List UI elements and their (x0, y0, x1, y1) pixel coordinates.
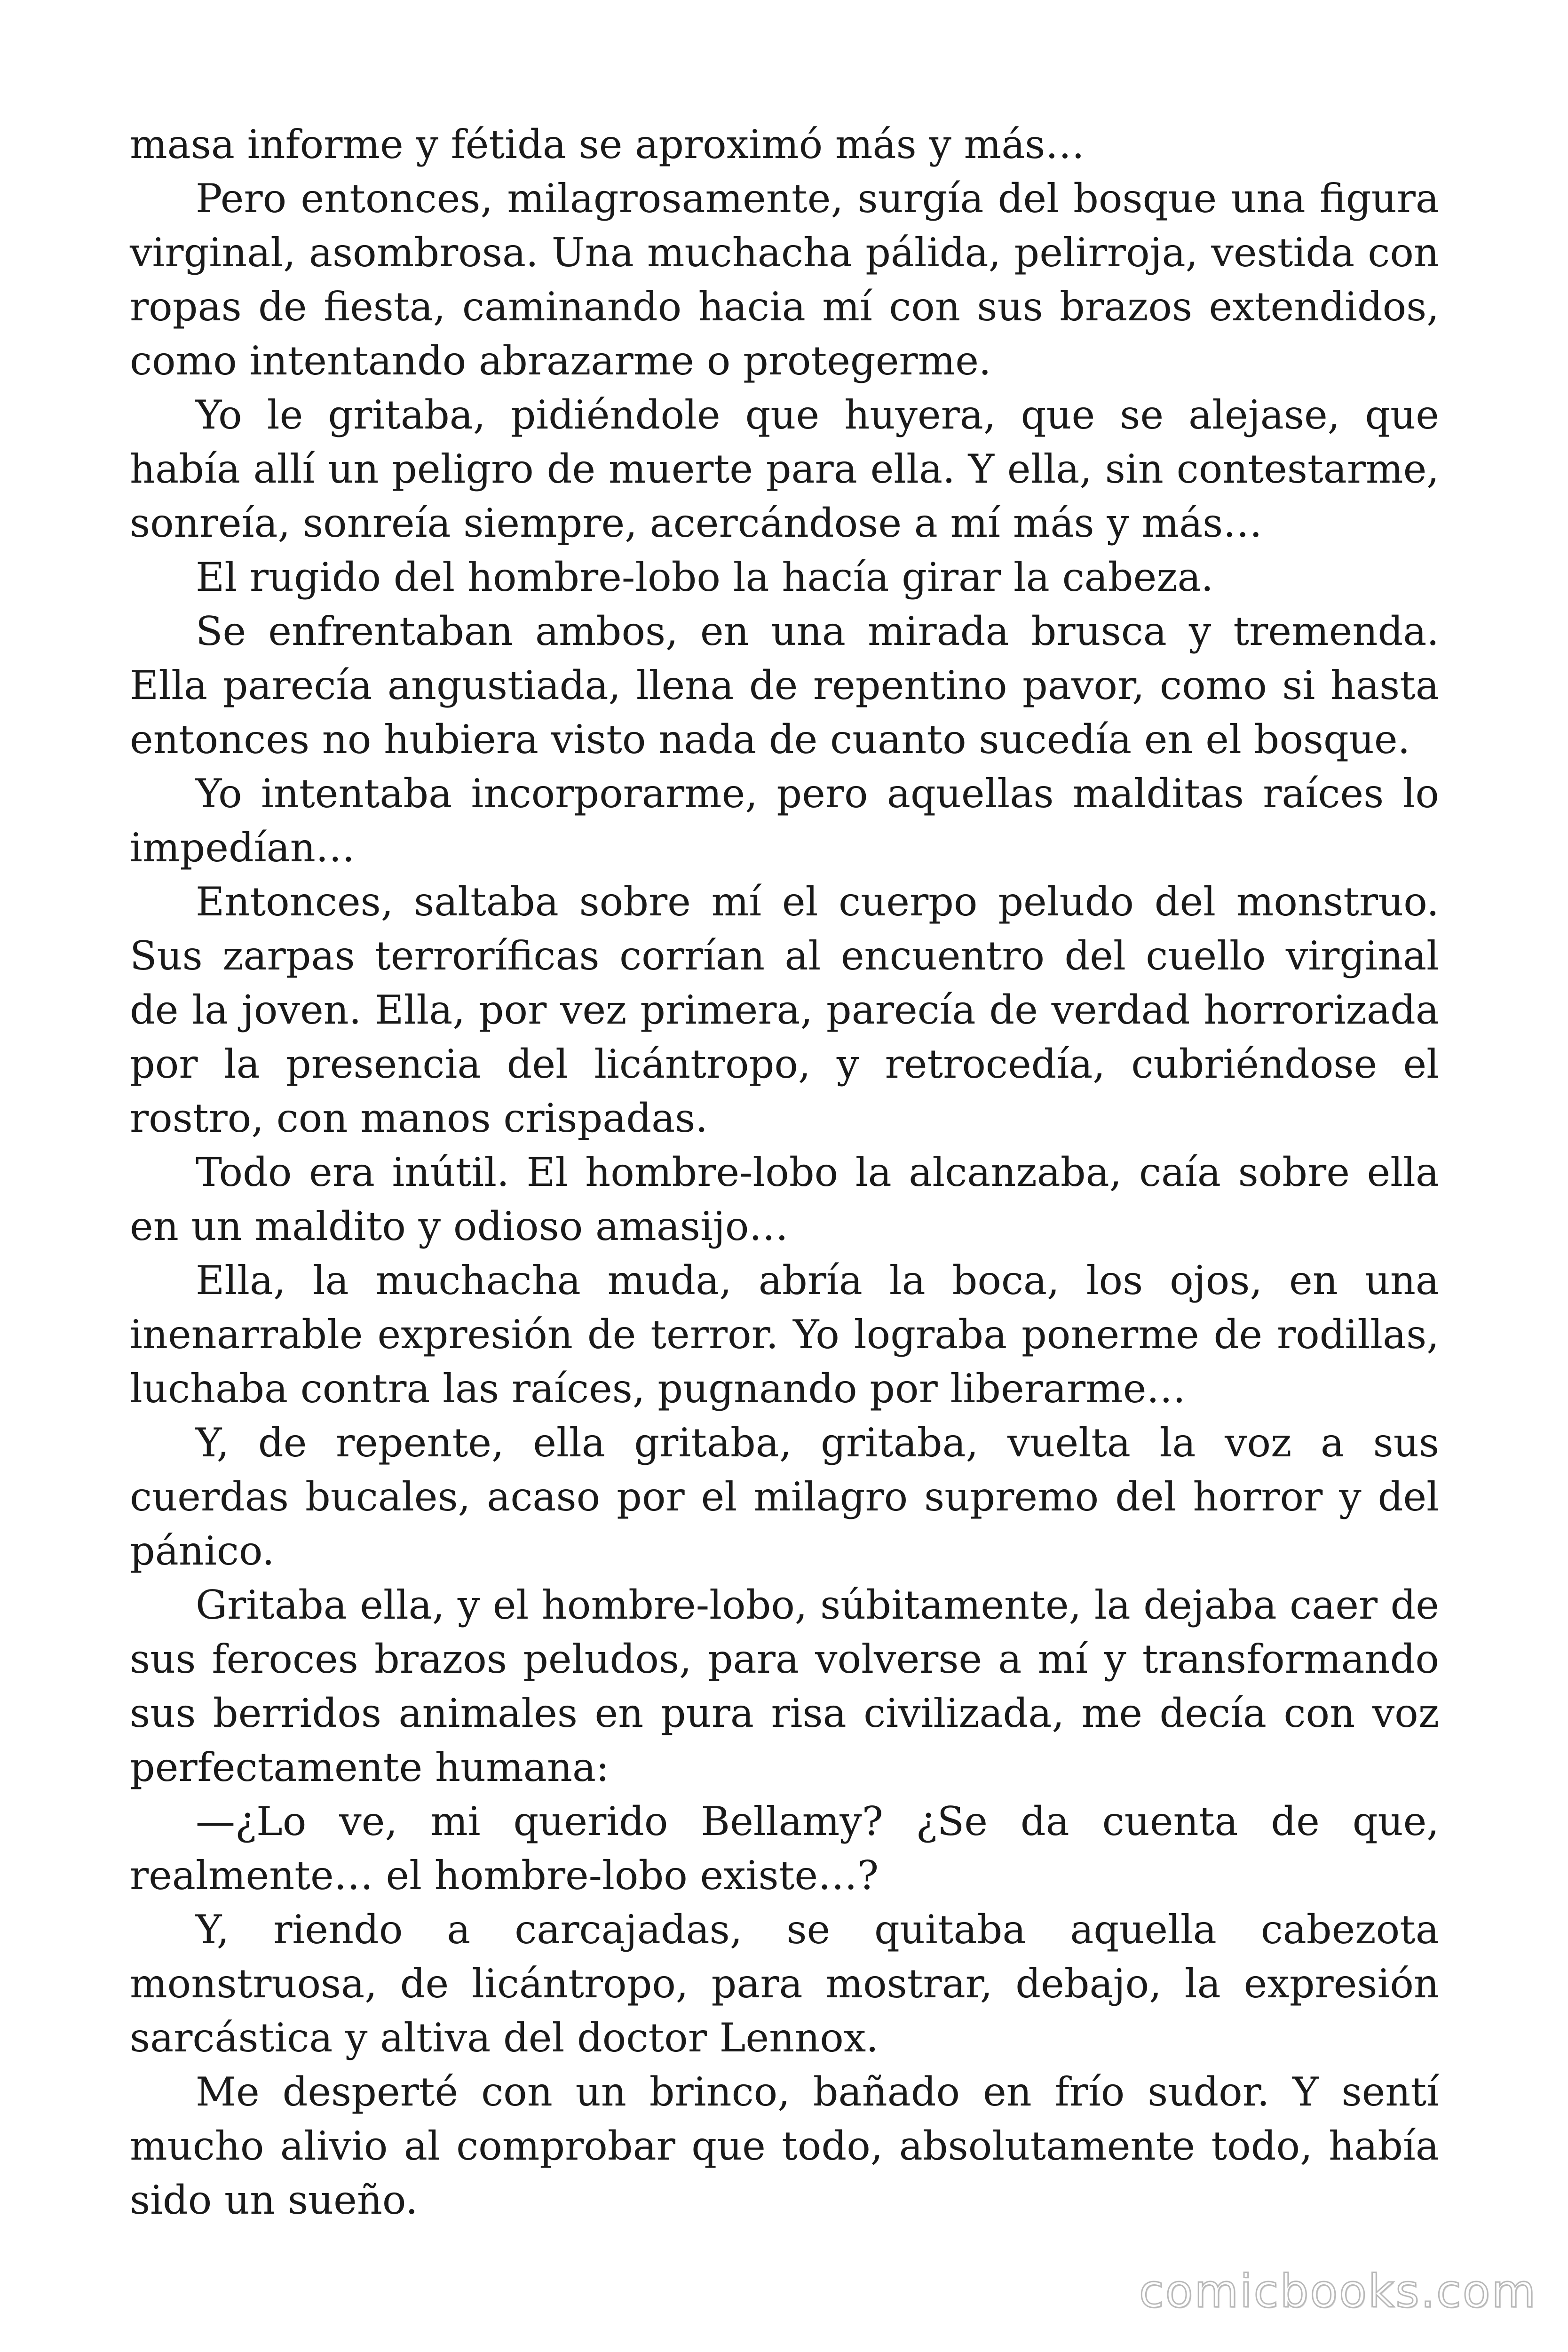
page-text (130, 118, 1439, 2227)
paragraph: Yo intentaba incorporarme, pero aquellas malditas raíces lo impedían… (130, 771, 1439, 871)
paragraph: Entonces, saltaba sobre mí el cuerpo peludo del monstruo. Sus zarpas terroríficas corrían al encuentro del cuello virginal de la joven. Ella, por vez primera, parecía de verdad horrorizada por la presencia del licántropo, y retrocedía, cubriéndose el rostro, con manos crispadas. (130, 879, 1439, 1141)
paragraph: Gritaba ella, y el hombre-lobo, súbitamente, la dejaba caer de sus feroces brazos peludos, para volverse a mí y transformando sus berridos animales en pura risa civilizada, me decía con voz perfectamente humana: (130, 1582, 1439, 1790)
watermark-logo: comicbooks.com (1139, 2265, 1537, 2318)
paragraph: Ella, la muchacha muda, abría la boca, los ojos, en una inenarrable expresión de terror. Yo lograba ponerme de rodillas, luchaba contra las raíces, pugnando por liberarme… (130, 1257, 1439, 1412)
paragraph: El rugido del hombre-lobo la hacía girar la cabeza. (196, 554, 1214, 600)
paragraph: Y, riendo a carcajadas, se quitaba aquella cabezota monstruosa, de licántropo, para mostrar, debajo, la expresión sarcástica y altiva del doctor Lennox. (130, 1907, 1439, 2061)
paragraph: Pero entonces, milagrosamente, surgía del bosque una figura virginal, asombrosa. Una muchacha pálida, pelirroja, vestida con ropas de fiesta, caminando hacia mí con sus brazos extendidos, como intentando abrazarme o protegerme. (130, 175, 1439, 384)
paragraph: Todo era inútil. El hombre-lobo la alcanzaba, caía sobre ella en un maldito y odioso amasijo… (130, 1149, 1439, 1249)
paragraph: Y, de repente, ella gritaba, gritaba, vuelta la voz a sus cuerdas bucales, acaso por el milagro supremo del horror y del pánico. (130, 1420, 1439, 1574)
paragraph-continuation: masa informe y fétida se aproximó más y más… (130, 121, 1085, 167)
paragraph: Me desperté con un brinco, bañado en frío sudor. Y sentí mucho alivio al comprobar que todo, absolutamente todo, había sido un sueño. (130, 2069, 1439, 2223)
paragraph: Yo le gritaba, pidiéndole que huyera, que se alejase, que había allí un peligro de muerte para ella. Y ella, sin contestarme, sonreía, sonreía siempre, acercándose a mí más y más… (130, 392, 1439, 546)
paragraph-dialogue: —¿Lo ve, mi querido Bellamy? ¿Se da cuenta de que, realmente… el hombre-lobo existe…? (130, 1798, 1439, 1899)
paragraph: Se enfrentaban ambos, en una mirada brusca y tremenda. Ella parecía angustiada, llena de repentino pavor, como si hasta entonces no hubiera visto nada de cuanto sucedía en el bosque. (130, 608, 1439, 763)
